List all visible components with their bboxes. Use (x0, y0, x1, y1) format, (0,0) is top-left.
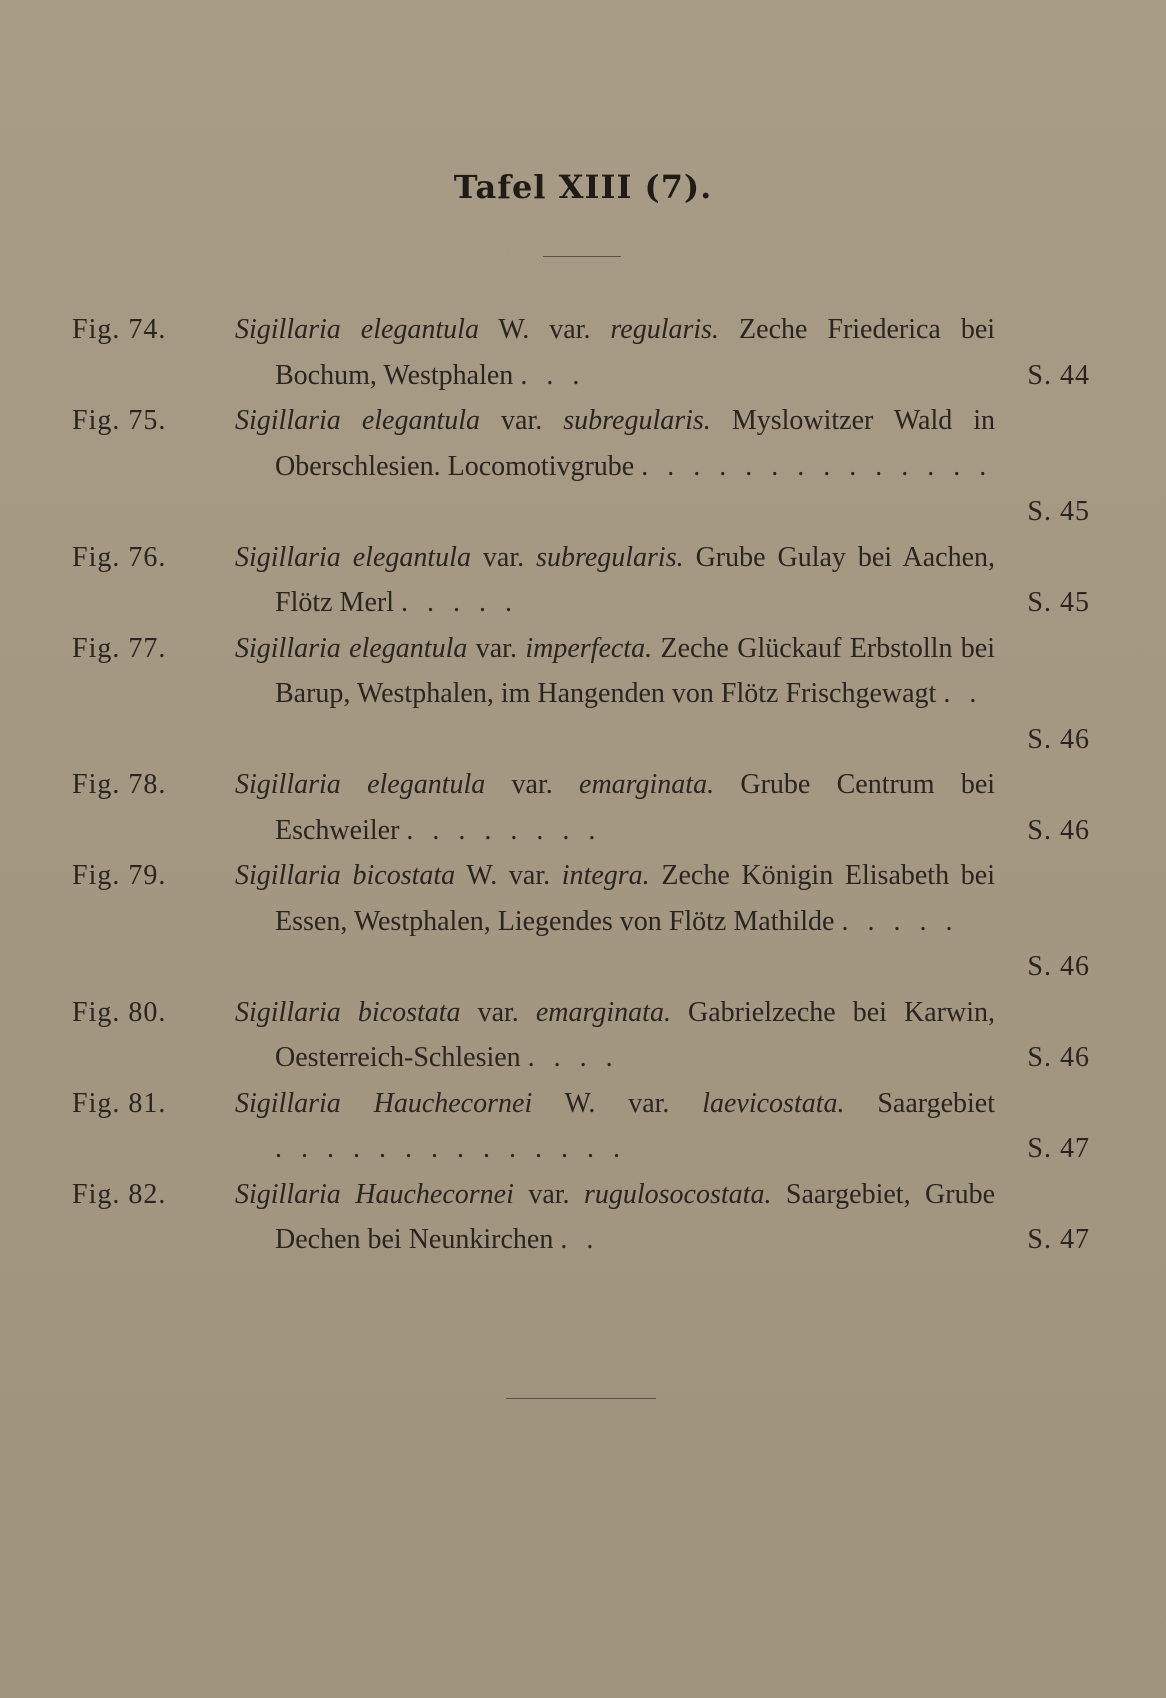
species-name: elegantula (360, 314, 479, 345)
author-var: var. (528, 1178, 570, 1210)
variety-name: imperfecta. (525, 632, 653, 664)
dot-leader: . . . . . (841, 905, 959, 937)
figure-caption (235, 762, 995, 853)
figure-caption (235, 307, 995, 398)
figure-entry (0, 1081, 1166, 1172)
variety-name: regularis. (610, 314, 720, 345)
species-name: elegantula (367, 769, 486, 800)
dot-leader: . . . . . . . . (406, 814, 602, 846)
author-var: W. var. (498, 314, 591, 345)
figure-entry (0, 1172, 1166, 1263)
figure-caption (235, 398, 995, 489)
genus-name: Sigillaria (235, 769, 341, 800)
locality-text: Zeche Glückauf Erbstolln bei Barup, Westphalen, im Hangenden von Flötz Frischgewagt (275, 632, 996, 709)
dot-leader: . . . . . . . . . . . . . . (275, 1133, 626, 1164)
figure-caption (235, 853, 995, 944)
figure-list (0, 307, 1166, 1263)
dot-leader: . . (560, 1224, 600, 1255)
figure-entry (0, 626, 1166, 763)
page-reference: S. 45 (1027, 496, 1090, 527)
page-reference: S. 47 (1027, 1224, 1090, 1255)
figure-number: Fig. 77. (72, 632, 167, 664)
species-name: elegantula (352, 541, 471, 573)
dot-leader: . . . . . (401, 587, 518, 618)
figure-caption (235, 1081, 995, 1172)
figure-entry (0, 535, 1166, 626)
species-name: bicostata (357, 996, 461, 1028)
genus-name: Sigillaria (235, 541, 341, 573)
variety-name: laevicostata. (702, 1087, 845, 1119)
dot-leader: . . . . . . . . . . . . . . (641, 450, 993, 482)
genus-name: Sigillaria (235, 1178, 341, 1210)
author-var: var. (501, 405, 543, 436)
author-var: W. var. (466, 860, 551, 891)
closing-divider (506, 1398, 656, 1399)
figure-number: Fig. 74. (72, 314, 167, 345)
page-reference: S. 46 (1027, 814, 1090, 846)
variety-name: subregularis. (563, 405, 711, 436)
species-name: elegantula (349, 632, 468, 664)
variety-name: emarginata. (535, 996, 671, 1028)
figure-caption (235, 990, 995, 1081)
figure-entry (0, 398, 1166, 535)
author-var: var. (482, 541, 525, 573)
page-reference: S. 44 (1027, 359, 1090, 391)
locality-text: Saargebiet, Grube Dechen bei Neunkirchen (275, 1178, 995, 1255)
locality-text: Myslowitzer Wald in Oberschlesien. Locomotivgrube (275, 405, 996, 482)
figure-number: Fig. 82. (72, 1178, 167, 1210)
variety-name: integra. (561, 860, 650, 891)
figure-entry (0, 990, 1166, 1081)
species-name: Hauchecornei (355, 1178, 514, 1210)
page-reference: S. 47 (1027, 1133, 1090, 1164)
dot-leader: . . (943, 678, 983, 709)
page-reference: S. 46 (1027, 951, 1090, 982)
author-var: var. (511, 769, 553, 800)
variety-name: rugulosocostata. (583, 1178, 772, 1210)
figure-number: Fig. 75. (72, 405, 167, 436)
page-reference: S. 45 (1027, 587, 1090, 618)
author-var: W. var. (564, 1087, 670, 1119)
page-reference: S. 46 (1027, 1042, 1090, 1073)
locality-text: Grube Gulay bei Aachen, Flötz Merl (275, 541, 995, 618)
genus-name: Sigillaria (235, 405, 341, 436)
title-divider (543, 256, 621, 257)
locality-text: Zeche Friederica bei Bochum, Westphalen (275, 314, 996, 391)
locality-text: Zeche Königin Elisabeth bei Essen, Westphalen, Liegendes von Flötz Mathilde (275, 860, 995, 937)
figure-entry (0, 762, 1166, 853)
author-var: var. (475, 632, 517, 664)
genus-name: Sigillaria (235, 1087, 341, 1119)
figure-number: Fig. 78. (72, 769, 167, 800)
variety-name: emarginata. (579, 769, 715, 800)
author-var: var. (477, 996, 519, 1028)
species-name: Hauchecornei (373, 1087, 533, 1119)
genus-name: Sigillaria (235, 632, 341, 664)
figure-number: Fig. 79. (72, 860, 167, 891)
species-name: bicostata (352, 860, 456, 891)
genus-name: Sigillaria (235, 314, 341, 345)
variety-name: subregularis. (536, 541, 684, 573)
figure-entry (0, 853, 1166, 990)
locality-text: Grube Centrum bei Eschweiler (275, 769, 996, 846)
genus-name: Sigillaria (235, 996, 341, 1028)
page-reference: S. 46 (1027, 723, 1090, 755)
locality-text: Saargebiet (877, 1087, 995, 1119)
figure-caption (235, 626, 995, 717)
dot-leader: . . . . (527, 1042, 619, 1073)
dot-leader: . . . (520, 359, 586, 391)
figure-number: Fig. 81. (72, 1087, 167, 1119)
species-name: elegantula (361, 405, 481, 436)
figure-number: Fig. 76. (72, 541, 167, 573)
page-title: Tafel XIII (7). (453, 168, 713, 206)
genus-name: Sigillaria (235, 860, 341, 891)
locality-text: Gabrielzeche bei Karwin, Oesterreich-Schlesien (275, 996, 995, 1073)
figure-caption (235, 1172, 995, 1263)
figure-number: Fig. 80. (72, 996, 167, 1028)
figure-caption (235, 535, 995, 626)
figure-entry (0, 307, 1166, 398)
